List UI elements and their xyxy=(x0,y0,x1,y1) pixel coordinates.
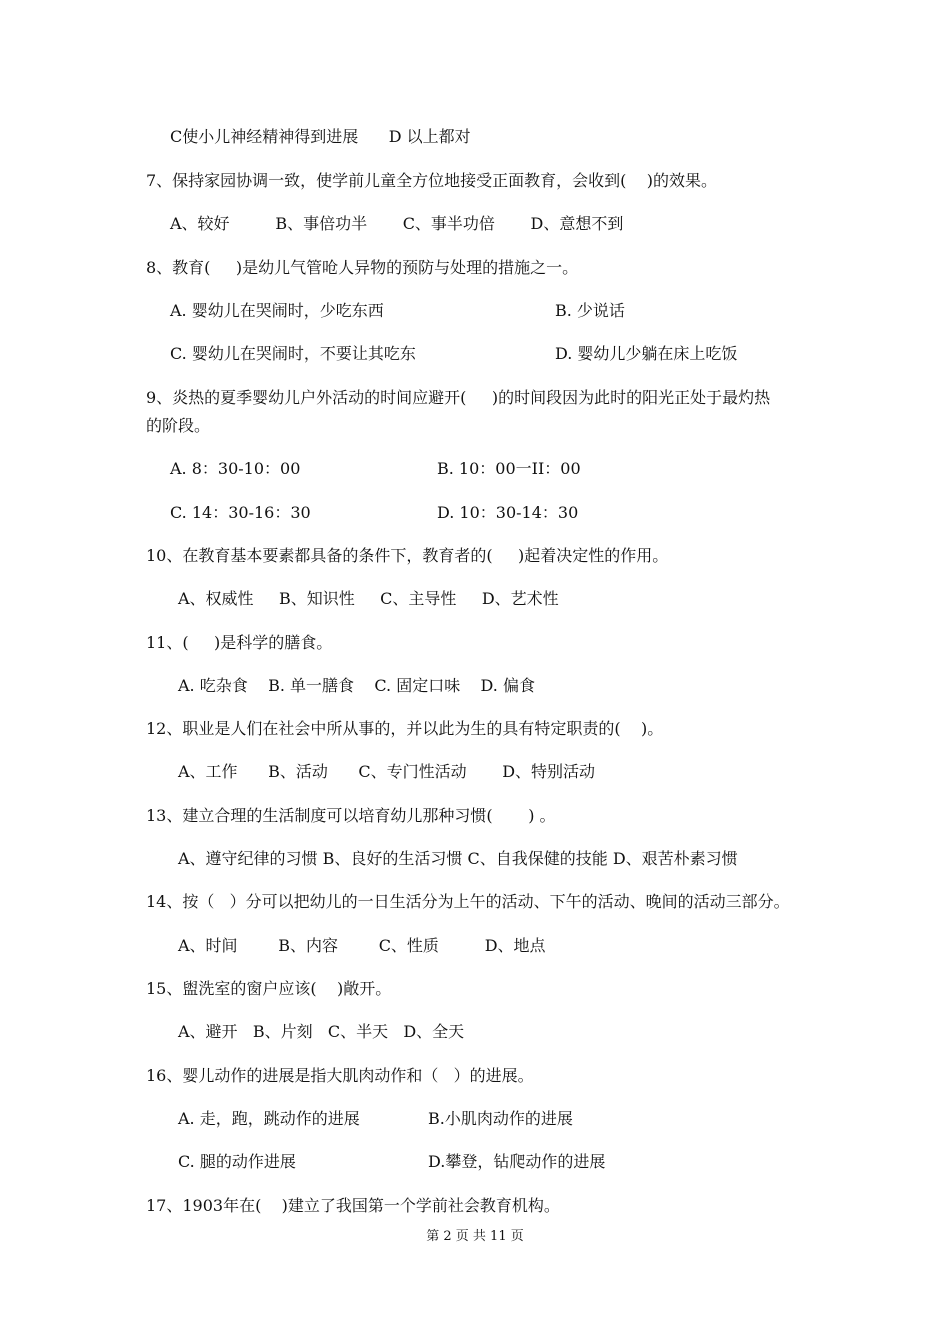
question-7-options: A、较好 B、事倍功半 C、事半功倍 D、意想不到 xyxy=(170,214,624,233)
question-13-options: A、遵守纪律的习惯 B、良好的生活习惯 C、自我保健的技能 D、艰苦朴素习惯 xyxy=(178,849,738,868)
question-11-options: A. 吃杂食 B. 单一膳食 C. 固定口味 D. 偏食 xyxy=(178,676,535,695)
question-16-option-d: D.攀登，钻爬动作的进展 xyxy=(428,1152,606,1171)
question-8-option-b: B. 少说话 xyxy=(555,301,625,320)
question-16-option-a: A. 走，跑，跳动作的进展 xyxy=(178,1109,360,1128)
question-15: 15、盥洗室的窗户应该( )敞开。 xyxy=(146,979,392,998)
question-9: 9、炎热的夏季婴幼儿户外活动的时间应避开( )的时间段因为此时的阳光正处于最灼热 xyxy=(146,388,771,407)
question-14: 14、按（ ）分可以把幼儿的一日生活分为上午的活动、下午的活动、晚间的活动三部分。 xyxy=(146,892,790,911)
question-10-options: A、权威性 B、知识性 C、主导性 D、艺术性 xyxy=(178,589,559,608)
question-16-option-b: B.小肌肉动作的进展 xyxy=(428,1109,573,1128)
question-12: 12、职业是人们在社会中所从事的，并以此为生的具有特定职责的( )。 xyxy=(146,719,664,738)
q6-options-line: C使小儿神经精神得到进展 D 以上都对 xyxy=(170,127,471,146)
question-16-option-c: C. 腿的动作进展 xyxy=(178,1152,296,1171)
question-14-options: A、时间 B、内容 C、性质 D、地点 xyxy=(178,936,546,955)
question-11: 11、( )是科学的膳食。 xyxy=(146,633,333,652)
question-12-options: A、工作 B、活动 C、专门性活动 D、特别活动 xyxy=(178,762,596,781)
question-16: 16、婴儿动作的进展是指大肌肉动作和（ ）的进展。 xyxy=(146,1066,534,1085)
question-9-continued: 的阶段。 xyxy=(146,416,211,435)
question-13: 13、建立合理的生活制度可以培育幼儿那种习惯( ) 。 xyxy=(146,806,556,825)
question-9-option-d: D. 10：30-14：30 xyxy=(437,503,579,522)
question-8: 8、教育( )是幼儿气管呛人异物的预防与处理的措施之一。 xyxy=(146,258,579,277)
question-9-option-c: C. 14：30-16：30 xyxy=(170,503,311,522)
question-8-option-c: C. 婴幼儿在哭闹时，不要让其吃东 xyxy=(170,344,416,363)
question-8-option-a: A. 婴幼儿在哭闹时，少吃东西 xyxy=(170,301,384,320)
question-7: 7、保持家园协调一致，使学前儿童全方位地接受正面教育，会收到( )的效果。 xyxy=(146,171,718,190)
question-15-options: A、避开 B、片刻 C、半天 D、全天 xyxy=(178,1022,465,1041)
question-9-option-a: A. 8：30-10：00 xyxy=(170,459,301,478)
question-9-option-b: B. 10：00一II：00 xyxy=(437,459,581,478)
page-footer: 第 2 页 共 11 页 xyxy=(426,1229,524,1244)
question-17: 17、1903年在( )建立了我国第一个学前社会教育机构。 xyxy=(146,1196,560,1215)
question-8-option-d: D. 婴幼儿少躺在床上吃饭 xyxy=(555,344,738,363)
question-10: 10、在教育基本要素都具备的条件下，教育者的( )起着决定性的作用。 xyxy=(146,546,669,565)
